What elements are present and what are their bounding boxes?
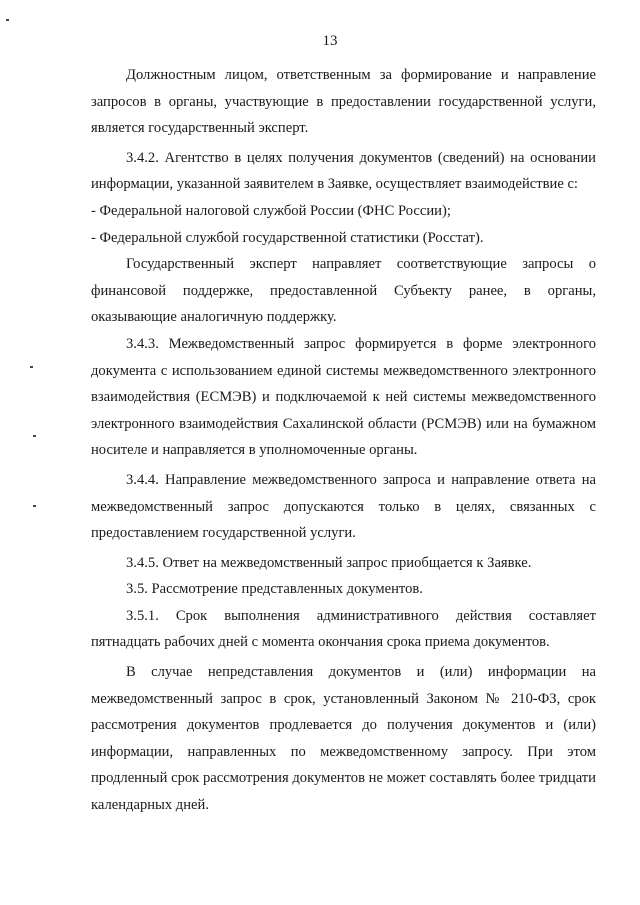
paragraph-3-4-5: 3.4.5. Ответ на межведомственный запрос приобщается к Заявке. (126, 554, 532, 571)
scan-mark (33, 435, 36, 437)
paragraph-extension: В случае непредставления документов и (или) информации на межведомственный запрос в срок, установленный Законом № 210-ФЗ, срок рассмотрения документов продлевается до получения документов и (или) информации, направленных по межведомственному запросу. При этом продленный срок рассмотрения документов не может составлять более тридцати календарных дней. (91, 664, 596, 814)
paragraph-3-5-1: 3.5.1. Срок выполнения административного действия составляет пятнадцать рабочих дней с момента окончания срока приема документов. (91, 607, 596, 651)
paragraph-responsible-official: Должностным лицом, ответственным за формирование и направление запросов в органы, участвующие в предоставлении государственной услуги, является государственный эксперт. (91, 67, 596, 137)
paragraph-expert-requests: Государственный эксперт направляет соответствующие запросы о финансовой поддержке, предоставленной Субъекту ранее, в органы, оказывающие аналогичную поддержку. (91, 256, 596, 326)
scan-mark (33, 505, 36, 507)
list-item-fns: - Федеральной налоговой службой России (ФНС России); (91, 202, 451, 219)
scan-mark (30, 366, 33, 368)
scan-mark (6, 19, 9, 21)
page-number: 13 (322, 33, 338, 49)
paragraph-3-4-4: 3.4.4. Направление межведомственного запроса и направление ответа на межведомственный запрос допускаются только в целях, связанных с предоставлением государственной услуги. (91, 471, 596, 542)
document-body (91, 62, 596, 819)
paragraph-3-4-3: 3.4.3. Межведомственный запрос формируется в форме электронного документа с использованием единой системы межведомственного электронного взаимодействия (ЕСМЭВ) и подключаемой к ней системы межведомственного электронного взаимодействия Сахалинской области (РСМЭВ) или на бумажном носителе и направляется в уполномоченные органы. (91, 335, 596, 459)
paragraph-3-4-2: 3.4.2. Агентство в целях получения документов (сведений) на основании информации, указанной заявителем в Заявке, осуществляет взаимодействие с: (91, 149, 596, 193)
list-item-rosstat: - Федеральной службой государственной статистики (Росстат). (91, 229, 484, 246)
paragraph-3-5: 3.5. Рассмотрение представленных документов. (126, 581, 423, 598)
